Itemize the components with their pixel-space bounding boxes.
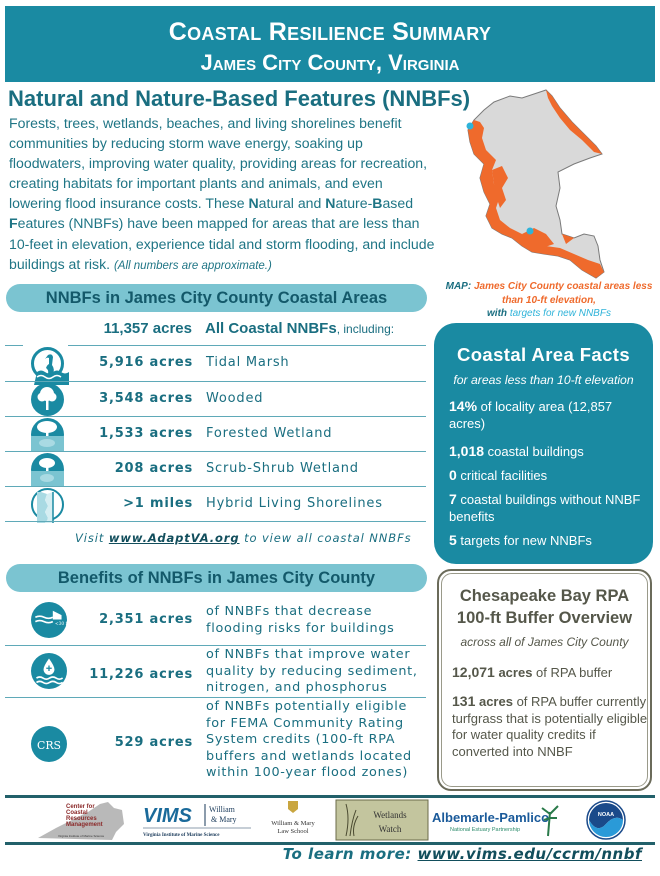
rpa-value: 12,071	[452, 664, 495, 680]
feature-row	[0, 383, 430, 417]
tidal-marsh-value: 5,916 acres	[99, 355, 193, 370]
feature-row	[0, 453, 430, 487]
intro-text: eatures (NNBFs) have been mapped for areas that are less than 10-feet in elevation, experience tidal and storm flooding, and include buildings at risk.	[9, 215, 435, 272]
fact-value: 5	[449, 532, 457, 548]
divider	[5, 451, 426, 452]
crs-value: 529 acres	[114, 735, 193, 750]
water-quality-value: 11,226 acres	[89, 667, 193, 682]
fact-value: 14%	[449, 398, 478, 414]
fact-value: 0	[449, 467, 457, 483]
ap-sub: National Estuary Partnership	[450, 827, 521, 833]
intro-text: ased	[382, 195, 414, 212]
svg-text:Management: Management	[66, 822, 103, 828]
wm-line: & Mary	[211, 815, 237, 824]
rpa-title-line: Chesapeake Bay RPA	[459, 587, 630, 605]
partner-logos	[0, 798, 660, 842]
visit-adaptva	[75, 531, 412, 545]
page-subtitle: James City County, Virginia	[200, 50, 460, 75]
approximate-note: (All numbers are approximate.)	[113, 259, 272, 272]
flood-buffer-icon	[31, 602, 71, 638]
crs-icon	[31, 726, 67, 762]
fact-text: coastal buildings	[484, 444, 584, 459]
svg-text:Coastal: Coastal	[66, 810, 88, 816]
divider	[5, 381, 426, 382]
svg-text:Resources: Resources	[66, 816, 97, 822]
target-marker	[527, 228, 534, 235]
crs-text: of NNBFs potentially eligible for FEMA Community Rating System credits (100-ft RPA buffers and wetlands located within 100-year flood zones)	[206, 699, 412, 780]
facts-title: Coastal Area Facts	[456, 344, 631, 365]
benefit-row	[0, 647, 430, 697]
wm-line: William	[209, 805, 235, 814]
county-map	[462, 88, 612, 280]
divider	[5, 645, 426, 646]
rpa-title-line: 100-ft Buffer Overview	[456, 609, 633, 627]
visit-text: to view all coastal NNBFs	[239, 531, 412, 545]
divider	[5, 345, 23, 346]
map-caption-text: James City County coastal areas less than 10-ft elevation,	[473, 281, 653, 306]
rpa-text: of RPA buffer currently turfgrass that is potentially eligible for water quality credits if converted into NNBF	[452, 694, 648, 759]
intro-emph: B	[372, 195, 383, 212]
flood-benefit-value: 2,351 acres	[99, 612, 193, 627]
intro-emph: N	[248, 195, 259, 212]
all-nnbfs-row	[0, 317, 430, 341]
visit-text: Visit	[75, 531, 109, 545]
fact-item	[449, 532, 645, 549]
law-line: Law School	[277, 828, 309, 835]
intro-text: atural and	[258, 195, 326, 212]
scrub-shrub-label: Scrub-Shrub Wetland	[206, 461, 359, 476]
living-shorelines-label: Hybrid Living Shorelines	[206, 496, 383, 511]
all-nnbfs-label-text: All Coastal NNBFs	[205, 320, 337, 337]
vims-sub: Virginia Institute of Marine Science	[143, 833, 220, 838]
fact-text: of locality area (12,857 acres)	[449, 399, 613, 431]
feature-row	[0, 347, 430, 381]
feature-row	[0, 488, 430, 522]
adaptva-link[interactable]: www.AdaptVA.org	[108, 531, 240, 545]
heron-marsh-icon	[31, 347, 64, 380]
fact-item	[449, 443, 645, 460]
fact-value: 1,018	[449, 443, 485, 459]
rpa-subtitle: across all of James City County	[460, 635, 629, 649]
section-header-nnbfs: NNBFs in James City County Coastal Areas	[6, 284, 427, 312]
rpa-buffer-panel	[437, 569, 652, 791]
tidal-marsh-label: Tidal Marsh	[206, 355, 290, 370]
tree-icon	[31, 383, 64, 416]
learn-more-link[interactable]: www.vims.edu/ccrm/nnbf	[417, 845, 642, 863]
fact-item	[449, 398, 645, 432]
rpa-unit: acres	[475, 694, 513, 709]
wooded-value: 3,548 acres	[99, 391, 193, 406]
forested-wetland-label: Forested Wetland	[206, 426, 333, 441]
divider	[5, 486, 426, 487]
fact-text: critical facilities	[456, 468, 548, 483]
noaa-logo	[584, 798, 628, 842]
intro-emph: F	[9, 215, 18, 232]
map-caption-with: with	[487, 308, 508, 319]
intro-text: ature-	[335, 195, 373, 212]
fact-item	[449, 467, 645, 484]
forested-wetland-value: 1,533 acres	[99, 426, 193, 441]
rpa-value: 131	[452, 693, 476, 709]
divider	[5, 521, 426, 522]
vims-wordmark: VIMS	[143, 805, 192, 827]
target-marker	[467, 123, 474, 130]
page-title: Coastal Resilience Summary	[168, 18, 492, 46]
law-line: William & Mary	[271, 820, 315, 827]
rpa-text: of RPA buffer	[532, 665, 613, 680]
rpa-title	[439, 585, 650, 629]
wooded-label: Wooded	[206, 391, 264, 406]
divider	[68, 345, 426, 346]
rpa-unit: acres	[494, 665, 533, 680]
feature-row	[0, 418, 430, 452]
all-nnbfs-value: 11,357 acres	[103, 320, 192, 337]
fact-value: 7	[449, 491, 457, 507]
rpa-item	[452, 693, 648, 760]
fact-text: targets for new NNBFs	[456, 533, 592, 548]
scrub-shrub-value: 208 acres	[114, 461, 193, 476]
ww-line: Watch	[378, 824, 402, 834]
map-caption-targets: targets for new NNBFs	[509, 308, 611, 319]
map-caption	[438, 280, 660, 321]
forested-wetland-icon	[31, 418, 64, 451]
intro-paragraph	[9, 113, 439, 276]
intro-text: Forests, trees, wetlands, beaches, and living shorelines benefit communities by reducing storm wave energy, soaking up floodwaters, improving water quality, providing areas for recreation, creating habitats for important plants and animals, and even lowering flood insurance costs. These	[9, 115, 428, 212]
svg-text:Center for: Center for	[66, 804, 95, 810]
scrub-shrub-icon	[31, 453, 64, 486]
living-shoreline-icon	[31, 488, 64, 521]
water-quality-text: of NNBFs that improve water quality by reducing sediment, nitrogen, and phosphorus	[206, 647, 418, 695]
divider	[5, 697, 426, 698]
ccrm-logo	[36, 798, 128, 842]
flood-icon-label: <30 ft.	[55, 621, 71, 627]
title-banner	[5, 6, 655, 82]
benefit-row	[0, 699, 430, 787]
crs-icon-label: CRS	[37, 738, 61, 752]
rpa-item	[452, 664, 648, 682]
benefit-row	[0, 600, 430, 644]
section-heading-nnbf: Natural and Nature-Based Features (NNBFs)	[8, 86, 471, 111]
fact-text: coastal buildings without NNBF benefits	[449, 492, 641, 524]
intro-emph: N	[325, 195, 336, 212]
wetlands-watch-logo	[336, 798, 428, 842]
albemarle-pamlico-logo	[430, 798, 570, 842]
ap-wordmark: Albemarle-Pamlico	[432, 810, 550, 825]
divider	[5, 416, 426, 417]
fact-item	[449, 491, 645, 525]
map-caption-label: MAP:	[445, 281, 472, 292]
water-quality-icon	[31, 653, 67, 689]
learn-more	[283, 845, 642, 863]
ccrm-sub: Virginia Institute of Marine Science	[58, 834, 105, 838]
flood-benefit-text: of NNBFs that decrease flooding risks for buildings	[206, 604, 395, 636]
law-school-logo	[258, 798, 328, 842]
facts-subtitle: for areas less than 10-ft elevation	[453, 373, 634, 387]
all-nnbfs-label	[205, 320, 394, 337]
living-shorelines-value: >1 miles	[123, 496, 193, 511]
all-nnbfs-suffix: , including:	[336, 322, 395, 336]
section-header-benefits: Benefits of NNBFs in James City County	[6, 564, 427, 592]
ww-line: Wetlands	[373, 810, 407, 820]
noaa-label: NOAA	[597, 812, 615, 818]
vims-logo	[141, 798, 253, 842]
coastal-area-facts-panel	[434, 323, 653, 564]
learn-more-text: To learn more:	[282, 845, 418, 863]
